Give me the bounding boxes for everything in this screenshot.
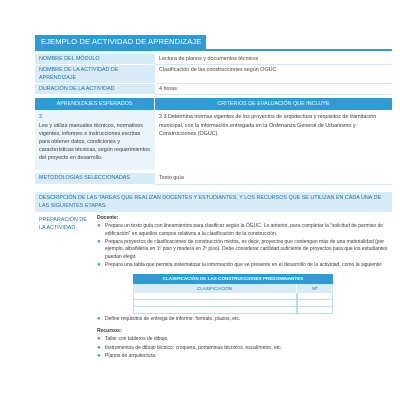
title-rule bbox=[35, 49, 392, 51]
methodology-label: METODOLOGÍAS SELECCIONADAS bbox=[35, 173, 155, 184]
m2-col-header: Mº bbox=[297, 284, 333, 293]
info-row-duration bbox=[35, 84, 392, 95]
activity-label: NOMBRE DE LA ACTIVIDAD DE APRENDIZAJE bbox=[35, 65, 155, 84]
prep-bullet-text: Prepara proyectos de clasificaciones de construcción mixtos, es decir, proyectos que contengan más de una materialidad (por ejemplo, albañilería en 1º piso y madera en 2º piso). Debe considerar cantidad suficiente de proyectos para que los estudiantes puedan elegir. bbox=[105, 238, 388, 260]
prep-bullet bbox=[97, 316, 388, 323]
info-row-module bbox=[35, 54, 392, 65]
info-row-activity bbox=[35, 65, 392, 84]
prep-bullet-text: Prepara un texto guía con lineamientos para clasificar según la OGUC. Lo anterior, para completar la "solicitud de permiso de edificación" en aquellos campos relativos a la clasificación de la construcción. bbox=[105, 223, 384, 237]
classification-table-row bbox=[133, 307, 333, 314]
prep-bullet bbox=[97, 223, 388, 238]
resource-text: Instrumentos de dibujo técnico: croquera, portaminas técnicos, escalímetro, etc. bbox=[105, 344, 283, 351]
activity-sheet bbox=[35, 54, 392, 363]
module-label: NOMBRE DEL MÓDULO bbox=[35, 54, 155, 65]
bullet-icon: ● bbox=[97, 316, 101, 323]
classification-table-row bbox=[133, 293, 333, 300]
criteria-cell: 2.3 Determina normas vigentes de los proyectos de arquitectura y requisitos de tramitación municipal, con la información entregada en la Ordenanza General de Urbanismo y Construcciones (OGUC). bbox=[159, 114, 377, 137]
bullet-icon: ● bbox=[97, 238, 101, 245]
methodology-row bbox=[35, 173, 392, 184]
classification-table-row bbox=[133, 300, 333, 307]
ae-number: 2. bbox=[39, 114, 44, 121]
module-value: Lectura de planos y documentos técnicos bbox=[155, 54, 392, 65]
bullet-icon: ● bbox=[97, 336, 101, 343]
expected-header-row bbox=[35, 98, 392, 110]
resource-text: Taller con tableros de dibujo. bbox=[105, 336, 169, 343]
recursos-label: Recursos: bbox=[97, 327, 122, 334]
ae-text: Lee y utiliza manuales técnicos, normativos vigentes, informes e instrucciones escritas para obtener datos, condiciones y características técnicas, según requerimientos del proyecto en desarrollo. bbox=[39, 122, 150, 161]
classification-table-header bbox=[133, 284, 333, 293]
bullet-icon: ● bbox=[97, 223, 101, 230]
expected-learning-cell bbox=[35, 110, 155, 170]
classification-table bbox=[133, 274, 333, 315]
resource-item bbox=[97, 345, 388, 352]
resource-item bbox=[97, 336, 388, 343]
prep-bullet bbox=[97, 262, 388, 269]
duration-label: DURACIÓN DE LA ACTIVIDAD bbox=[35, 84, 155, 95]
duration-value: 4 horas bbox=[155, 84, 392, 95]
preparation-content bbox=[93, 212, 392, 364]
prep-bullet-text: Define requisitos de entrega de informe: formato, plazos, etc. bbox=[105, 316, 241, 323]
description-header: DESCRIPCIÓN DE LAS TAREAS QUE REALIZAN DOCENTES Y ESTUDIANTES, Y LOS RECURSOS QUE SE UTILIZAN EN CADA UNA DE LAS SIGUIENTES ETAPAS: bbox=[35, 191, 392, 212]
section-title: EJEMPLO DE ACTIVIDAD DE APRENDIZAJE bbox=[35, 35, 206, 49]
classification-table-title: CLASIFICACIÓN DE LAS CONSTRUCCIONES PREDOMINANTES bbox=[133, 274, 333, 284]
activity-value: Clasificación de las construcciones según OGUC bbox=[155, 65, 392, 84]
resource-item bbox=[97, 353, 388, 360]
preparation-row bbox=[35, 212, 392, 364]
resource-text: Planos de arquitectura. bbox=[105, 353, 157, 360]
docente-label: Docente: bbox=[97, 214, 119, 221]
bullet-icon: ● bbox=[97, 344, 101, 351]
expected-learning-header: APRENDIZAJES ESPERADOS bbox=[35, 98, 155, 110]
methodology-value: Texto guía bbox=[155, 173, 392, 184]
classification-col-header: CLASIFICACIÓN bbox=[133, 284, 297, 293]
expected-body-row bbox=[35, 110, 392, 170]
bullet-icon: ● bbox=[97, 262, 101, 269]
bullet-icon: ● bbox=[97, 353, 101, 360]
preparation-label: PREPARACIÓN DE LA ACTIVIDAD bbox=[35, 212, 93, 364]
prep-bullet bbox=[97, 239, 388, 261]
criteria-header: CRITERIOS DE EVALUACIÓN QUE INCLUYE bbox=[155, 98, 392, 110]
prep-bullet-text: Prepara una tabla que permita sistematizar la información que se presente en el desarrollo de la actividad, como la siguiente: bbox=[105, 262, 383, 269]
